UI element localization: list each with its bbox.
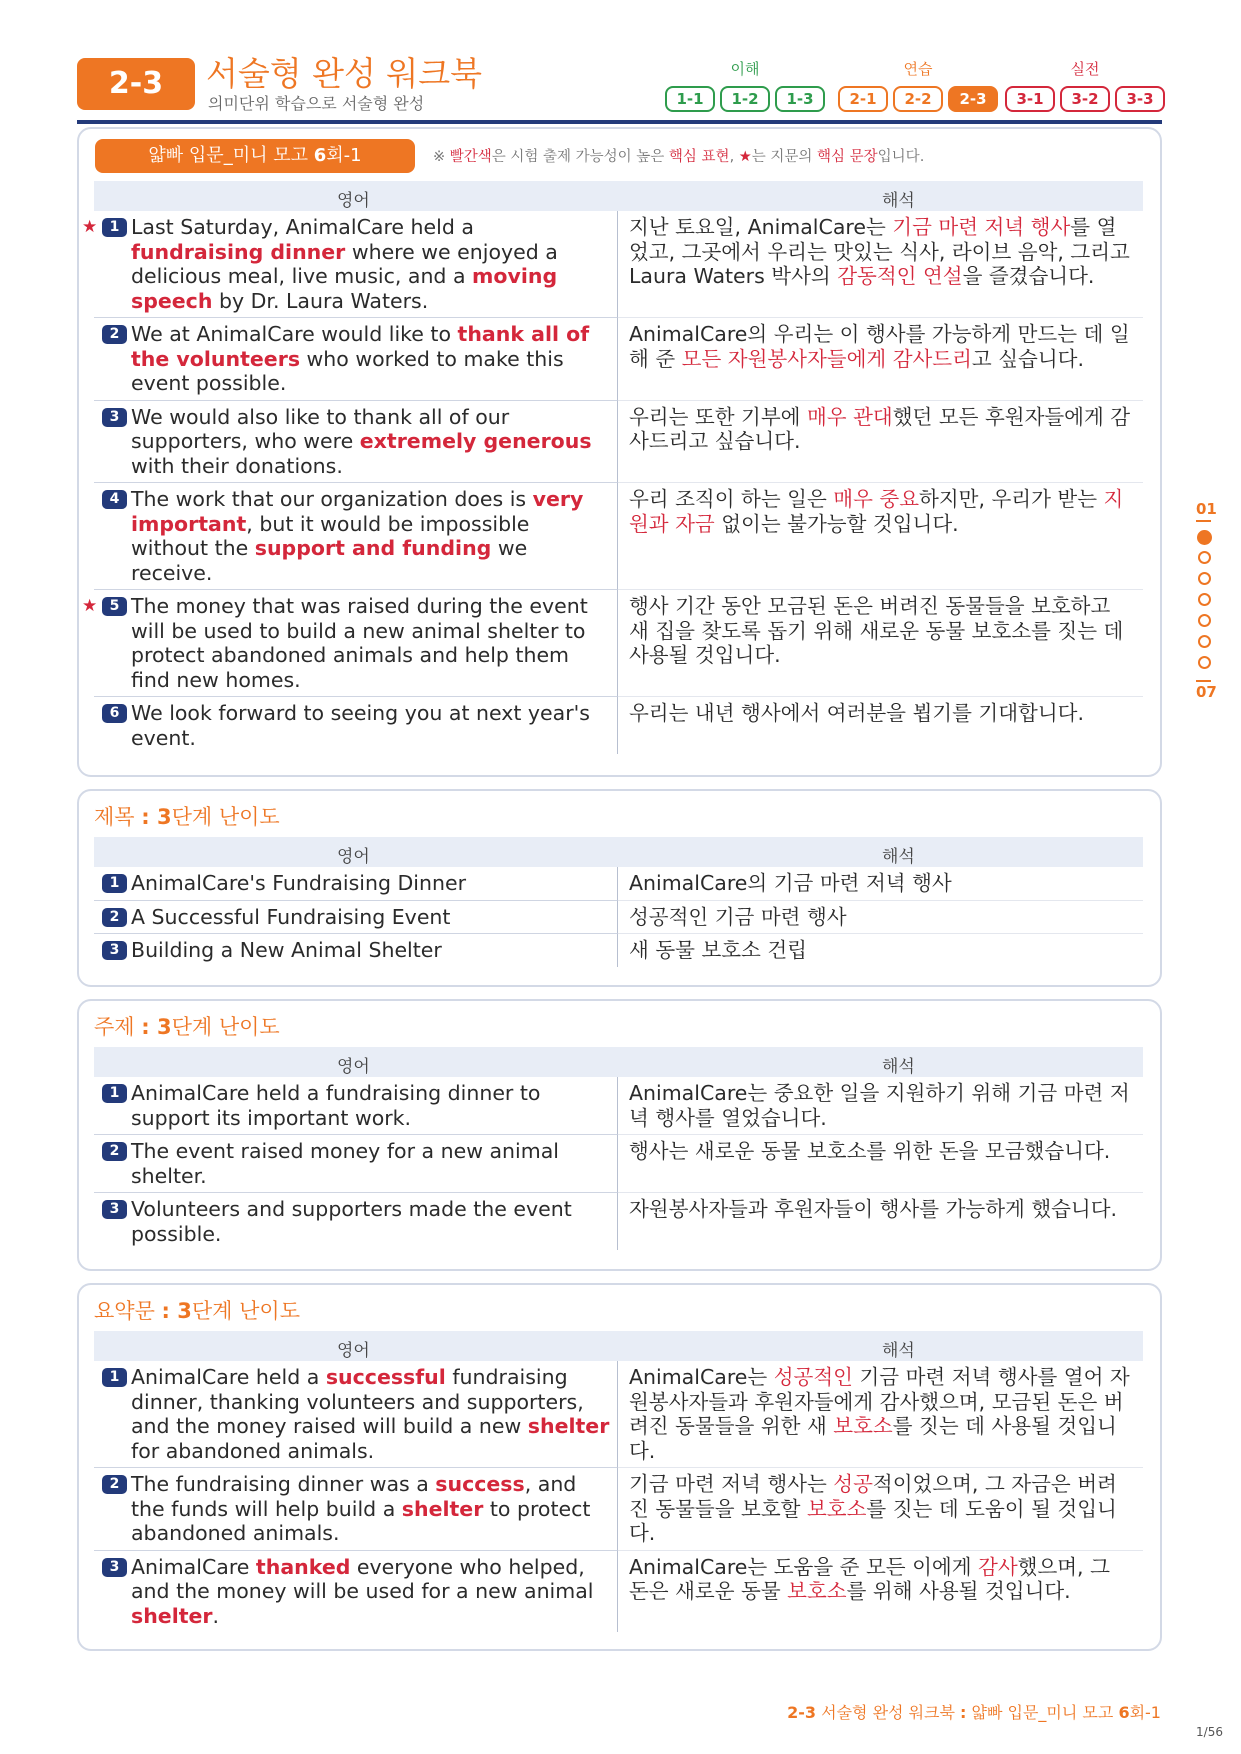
side-nav-dot[interactable] (1198, 551, 1211, 564)
topic-rows (94, 1077, 1143, 1250)
heading-level: : 3 (161, 1299, 192, 1323)
text-segment: where we enjoyed a delicious meal, live music, and a (131, 239, 558, 288)
text-segment: We would also like to thank all of our supporters, who were (131, 404, 510, 453)
note-red-word: 빨간색 (449, 149, 492, 165)
side-nav-line (1196, 520, 1211, 522)
note-end: 입니다. (877, 149, 925, 165)
group-label-practice: 연습 (903, 60, 933, 78)
note-text-2: 는 지문의 (751, 149, 818, 165)
legend-note (433, 145, 924, 166)
page-title: 서술형 완성 워크북 (206, 54, 483, 93)
text-segment: 했던 모든 후원자들에게 감사드리고 싶습니다. (629, 404, 1131, 453)
english-cell (94, 483, 618, 590)
korean-cell (618, 318, 1143, 401)
table-row (94, 901, 1143, 935)
text-segment: AnimalCare는 도움을 준 모든 이에게 (629, 1554, 979, 1579)
sentence-number: 3 (102, 1558, 127, 1577)
korean-cell (618, 867, 1143, 901)
text-segment: We at AnimalCare would like to (131, 322, 458, 346)
text-segment: AnimalCare held a (131, 1365, 326, 1389)
text-segment: to protect abandoned animals. (131, 1496, 591, 1545)
key-expression: shelter (527, 1414, 610, 1438)
table-row (94, 318, 1143, 401)
sentence-number: 3 (102, 408, 127, 427)
korean-cell (618, 1551, 1143, 1633)
pill-number: 6 (313, 145, 327, 166)
table-row (94, 934, 1143, 967)
col-header-korean: 해석 (882, 191, 915, 211)
section-badge: 2-3 (77, 58, 195, 110)
footer-label (787, 1700, 1161, 1723)
text-segment: Last Saturday, AnimalCare held a (131, 215, 474, 239)
text-segment: 우리는 내년 행사에서 여러분을 뵙기를 기대합니다. (629, 701, 1084, 725)
text-segment: AnimalCare의 우리는 이 행사를 가능하게 만드는 데 일해 준 (629, 322, 1130, 371)
pill-suffix: 회-1 (326, 145, 362, 166)
english-cell (94, 318, 618, 401)
korean-cell (618, 697, 1143, 754)
sentence-number: 1 (102, 218, 127, 237)
table-row (94, 1193, 1143, 1250)
footer-book: 서술형 완성 워크북 (816, 1703, 961, 1722)
passage-title-pill (95, 139, 415, 173)
side-nav-dot[interactable] (1198, 572, 1211, 585)
key-expression: support and funding (254, 536, 492, 560)
footer-code: 2-3 (787, 1703, 817, 1722)
table-header (94, 837, 1143, 867)
text-segment: 를 위해 사용될 것입니다. (846, 1579, 1071, 1603)
sentence-number: 1 (102, 1084, 127, 1103)
note-star-icon: ★ (738, 149, 752, 165)
side-nav-start: 01 (1196, 500, 1217, 518)
col-header-korean: 해석 (882, 847, 915, 867)
heading-difficulty: 단계 난이도 (191, 1299, 300, 1323)
side-nav-line (1196, 680, 1211, 682)
sentence-number: 1 (102, 1368, 127, 1387)
title-section-heading (94, 801, 280, 831)
english-cell (94, 401, 618, 484)
key-expression: 성공 (833, 1472, 873, 1496)
text-segment: The money that was raised during the event will be used to build a new animal shelter to protect abandoned animals and help them find new homes. (131, 594, 588, 692)
english-cell (94, 1193, 618, 1250)
text-segment: AnimalCare는 중요한 일을 지원하기 위해 기금 마련 저녁 행사를 열었습니다. (629, 1081, 1130, 1130)
table-row (94, 401, 1143, 484)
key-expression: successful (325, 1365, 446, 1389)
english-cell (94, 867, 618, 901)
note-key-sentence: 핵심 문장 (817, 149, 878, 165)
korean-cell (618, 590, 1143, 697)
sentence-number: 2 (102, 1142, 127, 1161)
topic-section-heading (94, 1011, 280, 1041)
footer-suffix: 회-1 (1129, 1703, 1161, 1722)
korean-cell (618, 401, 1143, 484)
text-segment: AnimalCare held a fundraising dinner to support its important work. (131, 1081, 541, 1130)
heading-level: : 3 (141, 805, 172, 829)
text-segment: 우리 조직이 하는 일은 (629, 487, 834, 511)
text-segment: everyone who helped, and the money will be used for a new animal (131, 1554, 594, 1603)
english-cell (94, 934, 618, 967)
korean-cell (618, 1193, 1143, 1250)
step-3-1[interactable]: 3-1 (1005, 86, 1055, 112)
summary-section-heading (94, 1295, 300, 1325)
text-segment: 기금 마련 저녁 행사는 (629, 1472, 834, 1496)
korean-cell (618, 1077, 1143, 1135)
step-1-2[interactable]: 1-2 (720, 86, 770, 112)
english-cell (82, 211, 618, 318)
summary-section (77, 1283, 1162, 1651)
header-divider (77, 120, 1162, 124)
star-icon: ★ (82, 217, 98, 237)
col-header-korean: 해석 (882, 1057, 915, 1077)
sentence-number: 4 (102, 490, 127, 509)
table-row (94, 1361, 1143, 1468)
sentence-number: 3 (102, 1200, 127, 1219)
passage-rows (82, 211, 1143, 754)
sentence-number: 1 (102, 874, 127, 893)
heading-word: 제목 (94, 805, 142, 829)
english-cell (94, 1361, 618, 1468)
summary-rows (94, 1361, 1143, 1632)
key-expression: 기금 마련 저녁 행사 (892, 215, 1071, 239)
text-segment: we receive. (131, 536, 528, 585)
col-header-english: 영어 (337, 1341, 370, 1361)
key-expression: 매우 관대 (806, 404, 893, 429)
step-2-1[interactable]: 2-1 (838, 86, 888, 112)
text-segment: 우리는 또한 기부에 (629, 404, 807, 429)
footer-colon: : (960, 1703, 967, 1722)
text-segment: 를 열었고, 그곳에서 우리는 맛있는 식사, 라이브 음악, 그리고 Laura Waters 박사의 (629, 215, 1130, 288)
col-header-korean: 해석 (882, 1341, 915, 1361)
text-segment: A Successful Fundraising Event (131, 904, 451, 929)
note-key-expression: 핵심 표현 (668, 149, 730, 165)
step-1-3[interactable]: 1-3 (775, 86, 825, 112)
table-row (94, 697, 1143, 754)
text-segment: 성공적인 기금 마련 행사 (629, 904, 847, 929)
heading-word: 요약문 (94, 1299, 162, 1323)
key-expression: 매우 중요 (833, 487, 920, 511)
star-icon: ★ (82, 596, 98, 616)
table-row (94, 867, 1143, 901)
text-segment: 자원봉사자들과 후원자들이 행사를 가능하게 했습니다. (629, 1197, 1118, 1221)
text-segment: The fundraising dinner was a (131, 1472, 436, 1496)
side-nav-dot[interactable] (1198, 593, 1211, 606)
korean-cell (618, 211, 1143, 318)
key-expression: shelter (401, 1496, 484, 1521)
key-expression: thank all of the volunteers (131, 322, 590, 371)
table-row (94, 1135, 1143, 1193)
key-expression: thanked (255, 1554, 351, 1579)
key-expression: 보호소 (787, 1579, 847, 1603)
group-label-understand: 이해 (730, 60, 760, 78)
key-expression: 감사 (978, 1554, 1018, 1579)
text-segment: 행사는 새로운 동물 보호소를 위한 돈을 모금했습니다. (629, 1139, 1111, 1163)
korean-cell (618, 1468, 1143, 1551)
text-segment: fundraising dinner, thanking volunteers and supporters, and the money raised will build a new (131, 1365, 584, 1438)
heading-difficulty: 단계 난이도 (171, 1015, 280, 1039)
step-1-1[interactable]: 1-1 (665, 86, 715, 112)
key-expression: extremely generous (359, 429, 592, 453)
text-segment: 고 싶습니다. (971, 346, 1084, 371)
text-segment: 했으며, 그 돈은 새로운 동물 (629, 1554, 1110, 1603)
col-header-english: 영어 (337, 1057, 370, 1077)
text-segment: AnimalCare의 기금 마련 저녁 행사 (629, 871, 952, 895)
text-segment: 를 짓는 데 도움이 될 것입니다. (629, 1496, 1117, 1545)
step-2-3-active[interactable]: 2-3 (948, 86, 998, 112)
title-section (77, 789, 1162, 987)
english-cell (94, 1135, 618, 1193)
table-row (94, 1551, 1143, 1633)
korean-cell (618, 1361, 1143, 1468)
text-segment: AnimalCare's Fundraising Dinner (131, 871, 466, 895)
text-segment: The event raised money for a new animal shelter. (131, 1139, 559, 1188)
heading-word: 주제 (94, 1015, 142, 1039)
key-expression: moving speech (131, 264, 558, 313)
text-segment: 지난 토요일, AnimalCare는 (629, 215, 893, 239)
key-expression: very important (131, 487, 584, 536)
side-nav-dot[interactable] (1198, 656, 1211, 669)
table-header (94, 1047, 1143, 1077)
korean-cell (618, 901, 1143, 935)
sentence-number: 6 (102, 704, 127, 723)
group-label-real: 실전 (1070, 60, 1100, 78)
english-cell (94, 697, 618, 754)
text-segment: 을 즐겼습니다. (962, 264, 1095, 288)
note-text: 은 시험 출제 가능성이 높은 (491, 149, 669, 165)
step-2-2[interactable]: 2-2 (893, 86, 943, 112)
english-cell (82, 590, 618, 697)
table-row (82, 211, 1143, 318)
text-segment: 행사 기간 동안 모금된 돈은 버려진 동물들을 보호하고 새 집을 찾도록 돕기 위해 새로운 동물 보호소를 짓는 데 사용될 것입니다. (629, 594, 1124, 667)
text-segment: AnimalCare는 (629, 1365, 774, 1389)
table-row (94, 483, 1143, 590)
side-nav-end: 07 (1196, 683, 1217, 701)
step-3-2[interactable]: 3-2 (1060, 86, 1110, 112)
col-header-english: 영어 (337, 847, 370, 867)
pill-text: 얇빠 입문_미니 모고 (148, 145, 314, 166)
sentence-number: 2 (102, 325, 127, 344)
text-segment: Building a New Animal Shelter (131, 938, 442, 962)
english-cell (94, 1077, 618, 1135)
sentence-number: 2 (102, 908, 127, 927)
text-segment: 없이는 불가능할 것입니다. (714, 511, 959, 536)
note-mark: ※ (433, 149, 450, 165)
table-row (82, 590, 1143, 697)
step-3-3[interactable]: 3-3 (1115, 86, 1165, 112)
page-number: 1/56 (1196, 1725, 1223, 1739)
main-passage-section (77, 127, 1162, 777)
key-expression: 지원과 자금 (629, 487, 1124, 536)
key-expression: 감동적인 연설 (837, 264, 963, 288)
korean-cell (618, 1135, 1143, 1193)
text-segment: . (212, 1603, 220, 1628)
side-nav-dot[interactable] (1198, 614, 1211, 627)
text-segment: 기금 마련 저녁 행사를 열어 자원봉사자들과 후원자들에게 감사했으며, 모금된 돈은 버려진 동물들을 위한 새 (629, 1365, 1130, 1438)
text-segment: Volunteers and supporters made the event possible. (131, 1197, 572, 1246)
key-expression: 성공적인 (773, 1365, 853, 1389)
footer-number: 6 (1118, 1703, 1130, 1722)
table-header (94, 1331, 1143, 1361)
text-segment: The work that our organization does is (131, 487, 533, 511)
key-expression: 보호소 (806, 1496, 867, 1521)
key-expression: shelter (131, 1603, 213, 1628)
col-header-english: 영어 (337, 191, 370, 211)
english-cell (94, 1468, 618, 1551)
heading-difficulty: 단계 난이도 (171, 805, 280, 829)
heading-level: : 3 (141, 1015, 172, 1039)
title-rows (94, 867, 1143, 967)
english-cell (94, 1551, 618, 1633)
text-segment: with their donations. (131, 453, 343, 478)
topic-section (77, 999, 1162, 1271)
text-segment: We look forward to seeing you at next year's event. (131, 701, 590, 750)
table-header (94, 181, 1143, 211)
text-segment: who worked to make this event possible. (131, 346, 564, 395)
text-segment: AnimalCare (131, 1554, 256, 1579)
side-nav-dot-active[interactable] (1197, 530, 1212, 545)
text-segment: , and the funds will help build a (131, 1472, 577, 1521)
text-segment: 를 짓는 데 사용될 것입니다. (629, 1414, 1117, 1463)
text-segment: for abandoned animals. (131, 1438, 375, 1463)
text-segment: 하지만, 우리가 받는 (919, 487, 1104, 511)
footer-title: 얇빠 입문_미니 모고 (966, 1703, 1119, 1722)
key-expression: 모든 자원봉사자들에게 감사드리 (681, 346, 972, 371)
side-nav-dot[interactable] (1198, 635, 1211, 648)
sentence-number: 2 (102, 1475, 127, 1494)
text-segment: , but it would be impossible without the (131, 511, 530, 560)
page-subtitle: 의미단위 학습으로 서술형 완성 (208, 94, 425, 113)
table-row (94, 1468, 1143, 1551)
key-expression: fundraising dinner (131, 239, 346, 264)
table-row (94, 1077, 1143, 1135)
text-segment: 적이었으며, 그 자금은 버려진 동물들을 보호할 (629, 1472, 1117, 1521)
korean-cell (618, 934, 1143, 967)
text-segment: 새 동물 보호소 건립 (629, 938, 807, 962)
sentence-number: 5 (102, 597, 127, 616)
key-expression: 보호소 (833, 1414, 893, 1438)
sentence-number: 3 (102, 941, 127, 960)
english-cell (94, 901, 618, 935)
text-segment: by Dr. Laura Waters. (212, 288, 429, 313)
key-expression: success (435, 1472, 525, 1496)
note-comma: , (729, 149, 739, 165)
korean-cell (618, 483, 1143, 590)
